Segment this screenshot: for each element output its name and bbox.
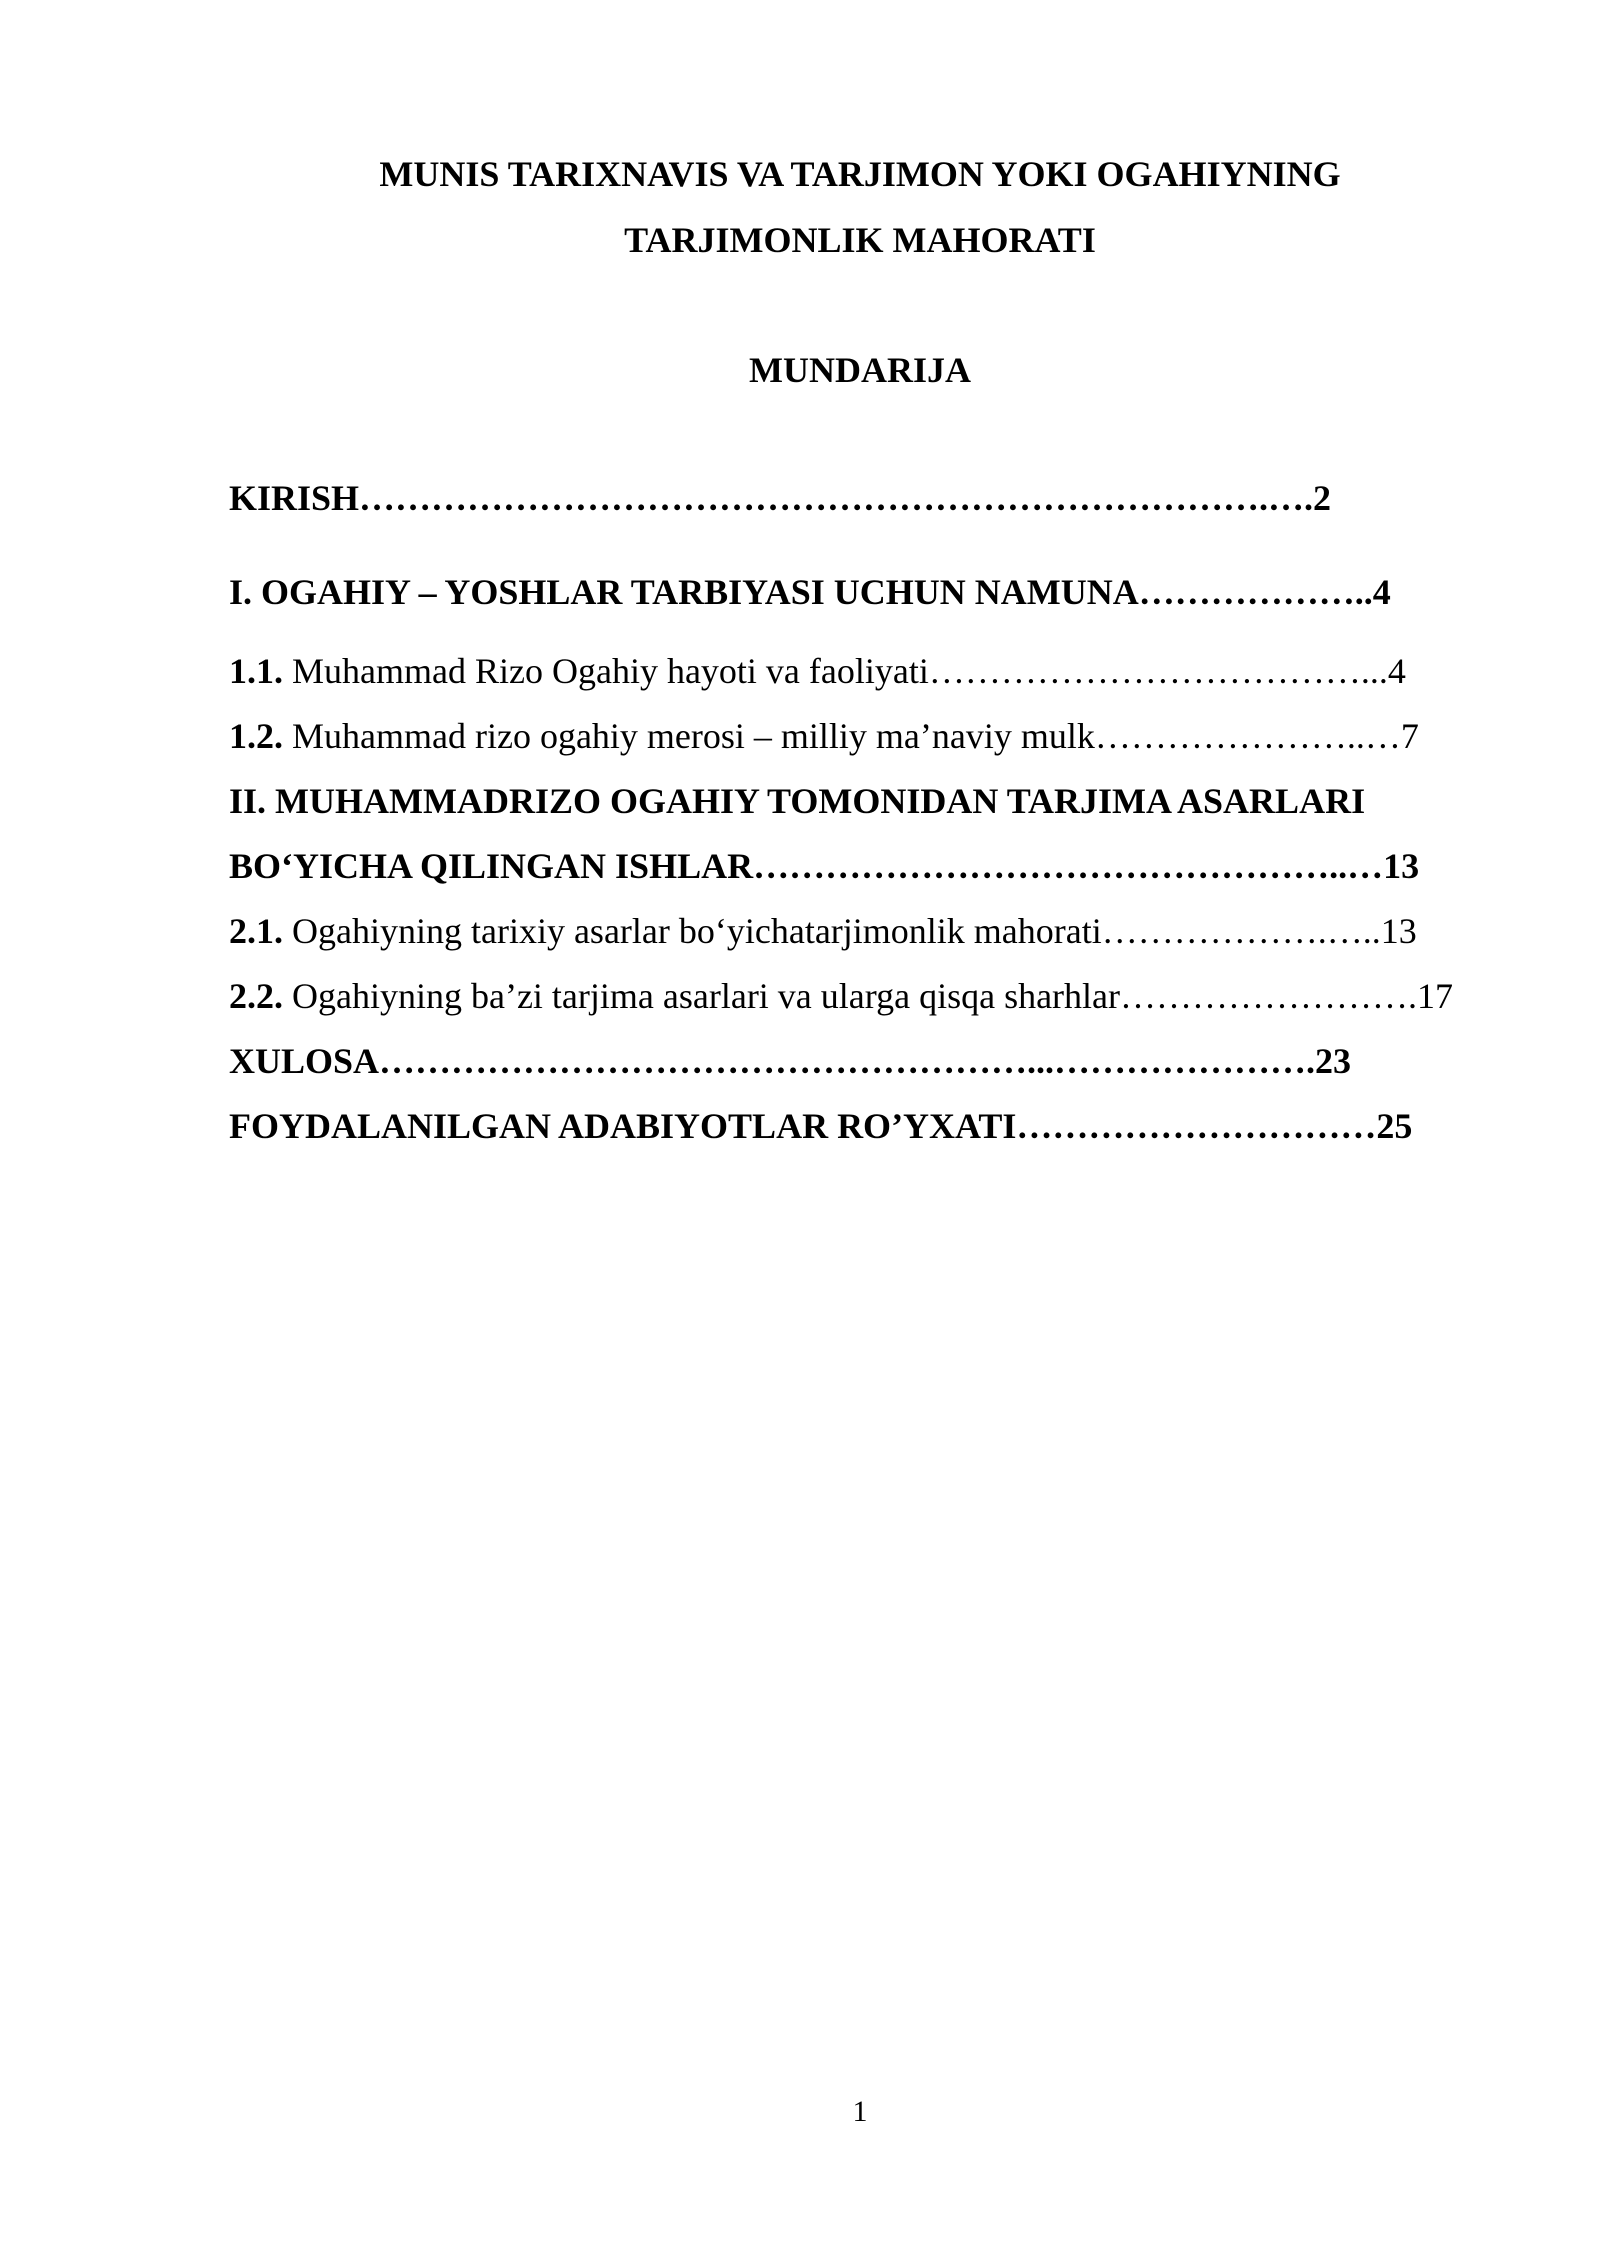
toc-entry-section-1-2	[229, 714, 1419, 758]
section-number: 1.1.	[229, 651, 283, 691]
page-number: 1	[852, 2095, 868, 2128]
toc-entry-references: FOYDALANILGAN ADABIYOTLAR RO’YXATI…………………………25	[229, 1106, 1413, 1146]
toc-heading: MUNDARIJA	[749, 350, 971, 390]
toc-entry-xulosa: XULOSA………………………………………………...………………….23	[229, 1041, 1352, 1081]
toc-entry-chapter-2-line-2: BO‘YICHA QILINGAN ISHLAR…………………………………………..…13	[229, 846, 1420, 886]
section-number: 2.1.	[229, 911, 283, 951]
section-title: Muhammad rizo ogahiy merosi – milliy ma’naviy mulk…………………..…7	[283, 716, 1419, 756]
section-title: Muhammad Rizo Ogahiy hayoti va faoliyati………………………………...4	[283, 651, 1406, 691]
toc-entry-kirish: KIRISH………………………………………………………………….….2	[229, 478, 1332, 518]
section-title: Ogahiyning tarixiy asarlar bo‘yichatarjimonlik mahorati……………….…..13	[283, 911, 1417, 951]
toc-entry-section-1-1	[229, 649, 1406, 693]
toc-entry-section-2-2	[229, 974, 1453, 1018]
section-title: Ogahiyning ba’zi tarjima asarlari va ularga qisqa sharhlar…………………….17	[283, 976, 1454, 1016]
document-title-line-2: TARJIMONLIK MAHORATI	[624, 220, 1096, 260]
toc-entry-chapter-1: I. OGAHIY – YOSHLAR TARBIYASI UCHUN NAMUNA………………..4	[229, 572, 1391, 612]
toc-entry-section-2-1	[229, 909, 1417, 953]
document-title-line-1: MUNIS TARIXNAVIS VA TARJIMON YOKI OGAHIYNING	[379, 154, 1341, 194]
section-number: 2.2.	[229, 976, 283, 1016]
section-number: 1.2.	[229, 716, 283, 756]
toc-entry-chapter-2-line-1: II. MUHAMMADRIZO OGAHIY TOMONIDAN TARJIMA ASARLARI	[229, 781, 1366, 821]
